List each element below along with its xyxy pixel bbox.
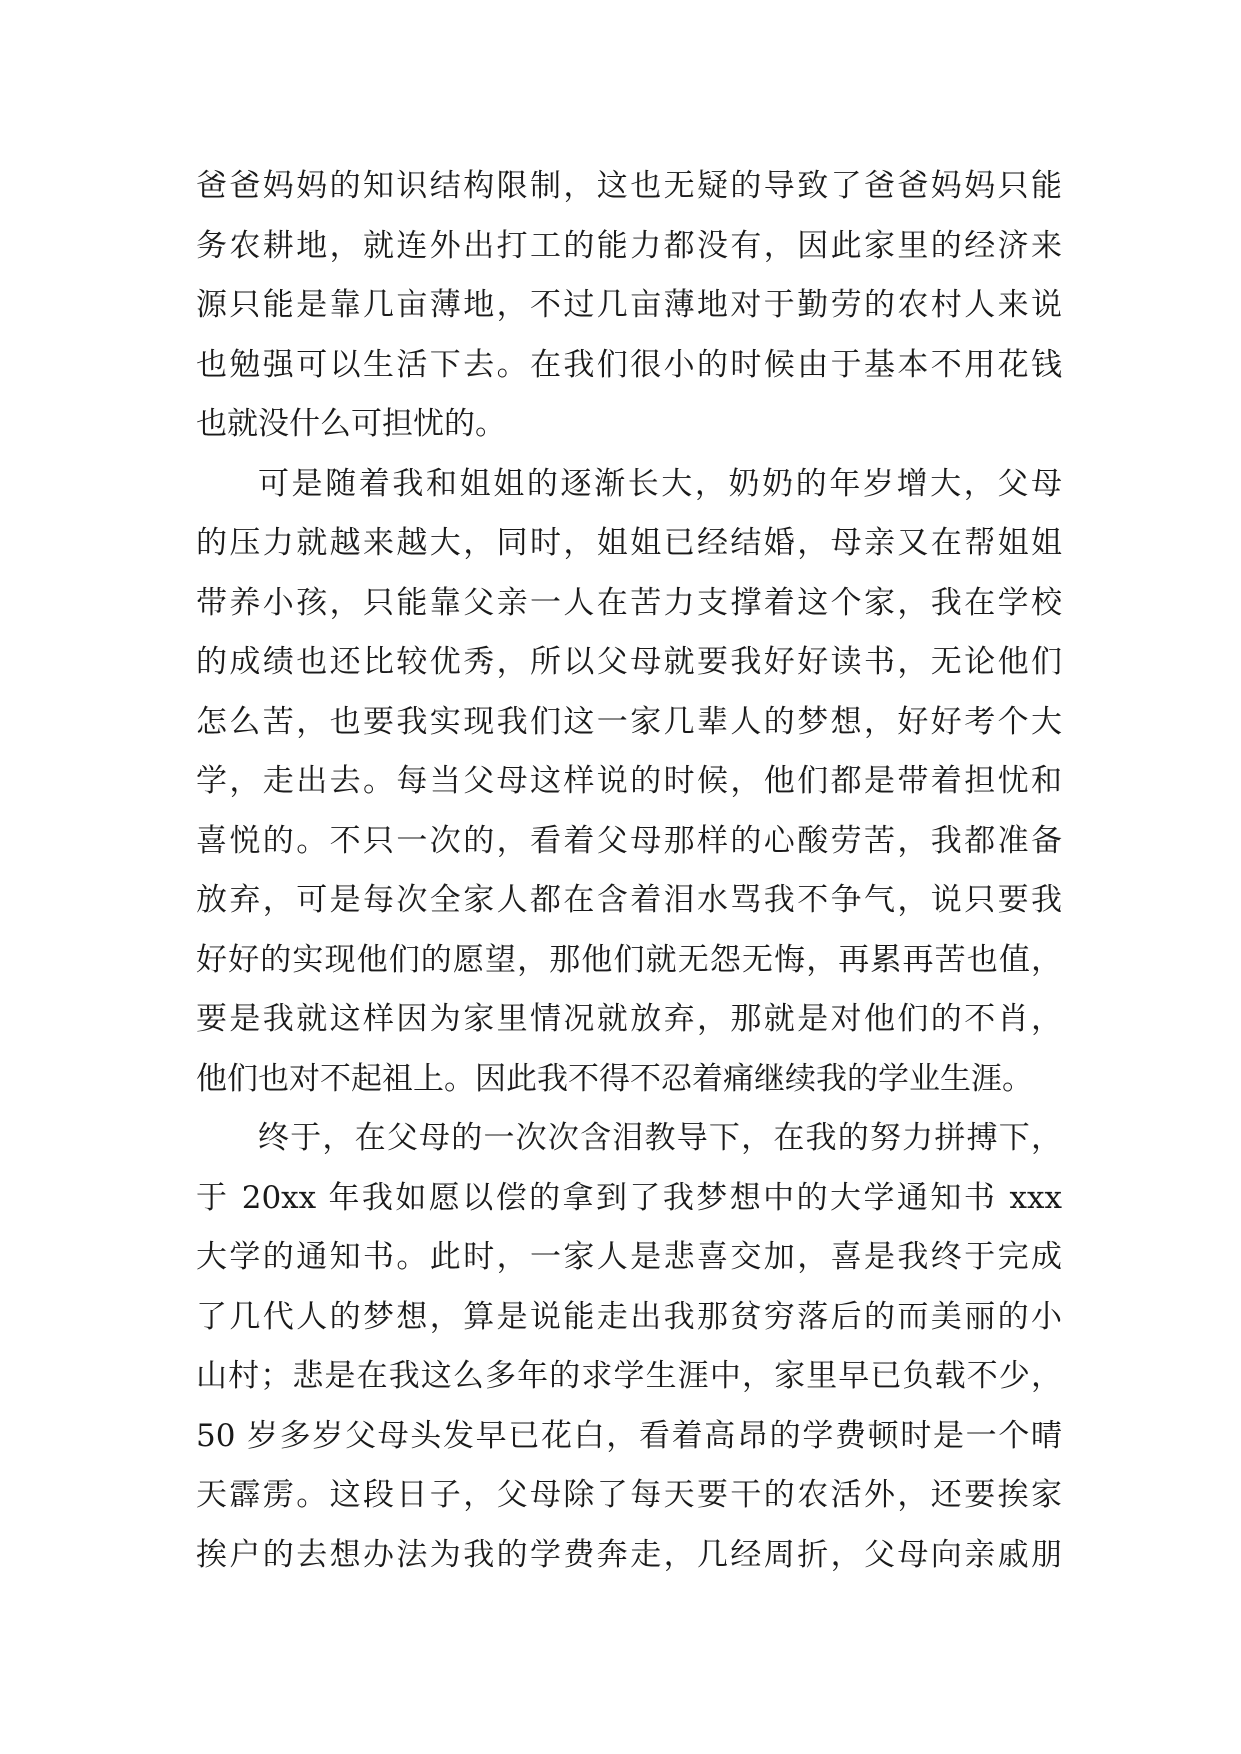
text-line: 50 岁多岁父母头发早已花白，看着高昂的学费顿时是一个晴 — [196, 1417, 1062, 1454]
text-line: 好好的实现他们的愿望，那他们就无怨无悔，再累再苦也值， — [196, 941, 1062, 978]
text-line: 挨户的去想办法为我的学费奔走，几经周折，父母向亲戚朋 — [196, 1536, 1062, 1573]
text-line: 带养小孩，只能靠父亲一人在苦力支撑着这个家，我在学校 — [196, 584, 1062, 621]
text-line: 务农耕地，就连外出打工的能力都没有，因此家里的经济来 — [196, 227, 1062, 264]
text-line: 喜悦的。不只一次的，看着父母那样的心酸劳苦，我都准备 — [196, 822, 1062, 859]
text-line: 学，走出去。每当父母这样说的时候，他们都是带着担忧和 — [196, 763, 1062, 799]
paragraph-start-line: 终于，在父母的一次次含泪教导下，在我的努力拼搏下， — [258, 1120, 1062, 1156]
text-line: 大学的通知书。此时，一家人是悲喜交加，喜是我终于完成 — [196, 1239, 1062, 1275]
paragraph-start-line: 可是随着我和姐姐的逐渐长大，奶奶的年岁增大，父母 — [258, 465, 1062, 502]
text-line: 天霹雳。这段日子，父母除了每天要干的农活外，还要挨家 — [196, 1477, 1062, 1513]
text-line: 要是我就这样因为家里情况就放弃，那就是对他们的不肖， — [196, 1001, 1062, 1037]
text-line: 了几代人的梦想，算是说能走出我那贫穷落后的而美丽的小 — [196, 1298, 1062, 1335]
text-line: 源只能是靠几亩薄地，不过几亩薄地对于勤劳的农村人来说 — [196, 287, 1062, 323]
text-line: 他们也对不起祖上。因此我不得不忍着痛继续我的学业生涯。 — [196, 1060, 1033, 1097]
body-text — [196, 157, 1062, 1585]
text-line: 也勉强可以生活下去。在我们很小的时候由于基本不用花钱 — [196, 346, 1062, 383]
text-line: 怎么苦，也要我实现我们这一家几辈人的梦想，好好考个大 — [196, 703, 1062, 740]
text-line: 爸爸妈妈的知识结构限制，这也无疑的导致了爸爸妈妈只能 — [196, 168, 1062, 204]
text-line: 的成绩也还比较优秀，所以父母就要我好好读书，无论他们 — [196, 644, 1062, 680]
text-line: 也就没什么可担忧的。 — [196, 406, 506, 442]
text-line: 的压力就越来越大，同时，姐姐已经结婚，母亲又在帮姐姐 — [196, 525, 1062, 561]
text-line: 山村；悲是在我这么多年的求学生涯中，家里早已负载不少， — [196, 1358, 1062, 1394]
text-line: 于 20xx 年我如愿以偿的拿到了我梦想中的大学通知书 xxx — [196, 1179, 1062, 1216]
text-line: 放弃，可是每次全家人都在含着泪水骂我不争气，说只要我 — [196, 882, 1062, 918]
